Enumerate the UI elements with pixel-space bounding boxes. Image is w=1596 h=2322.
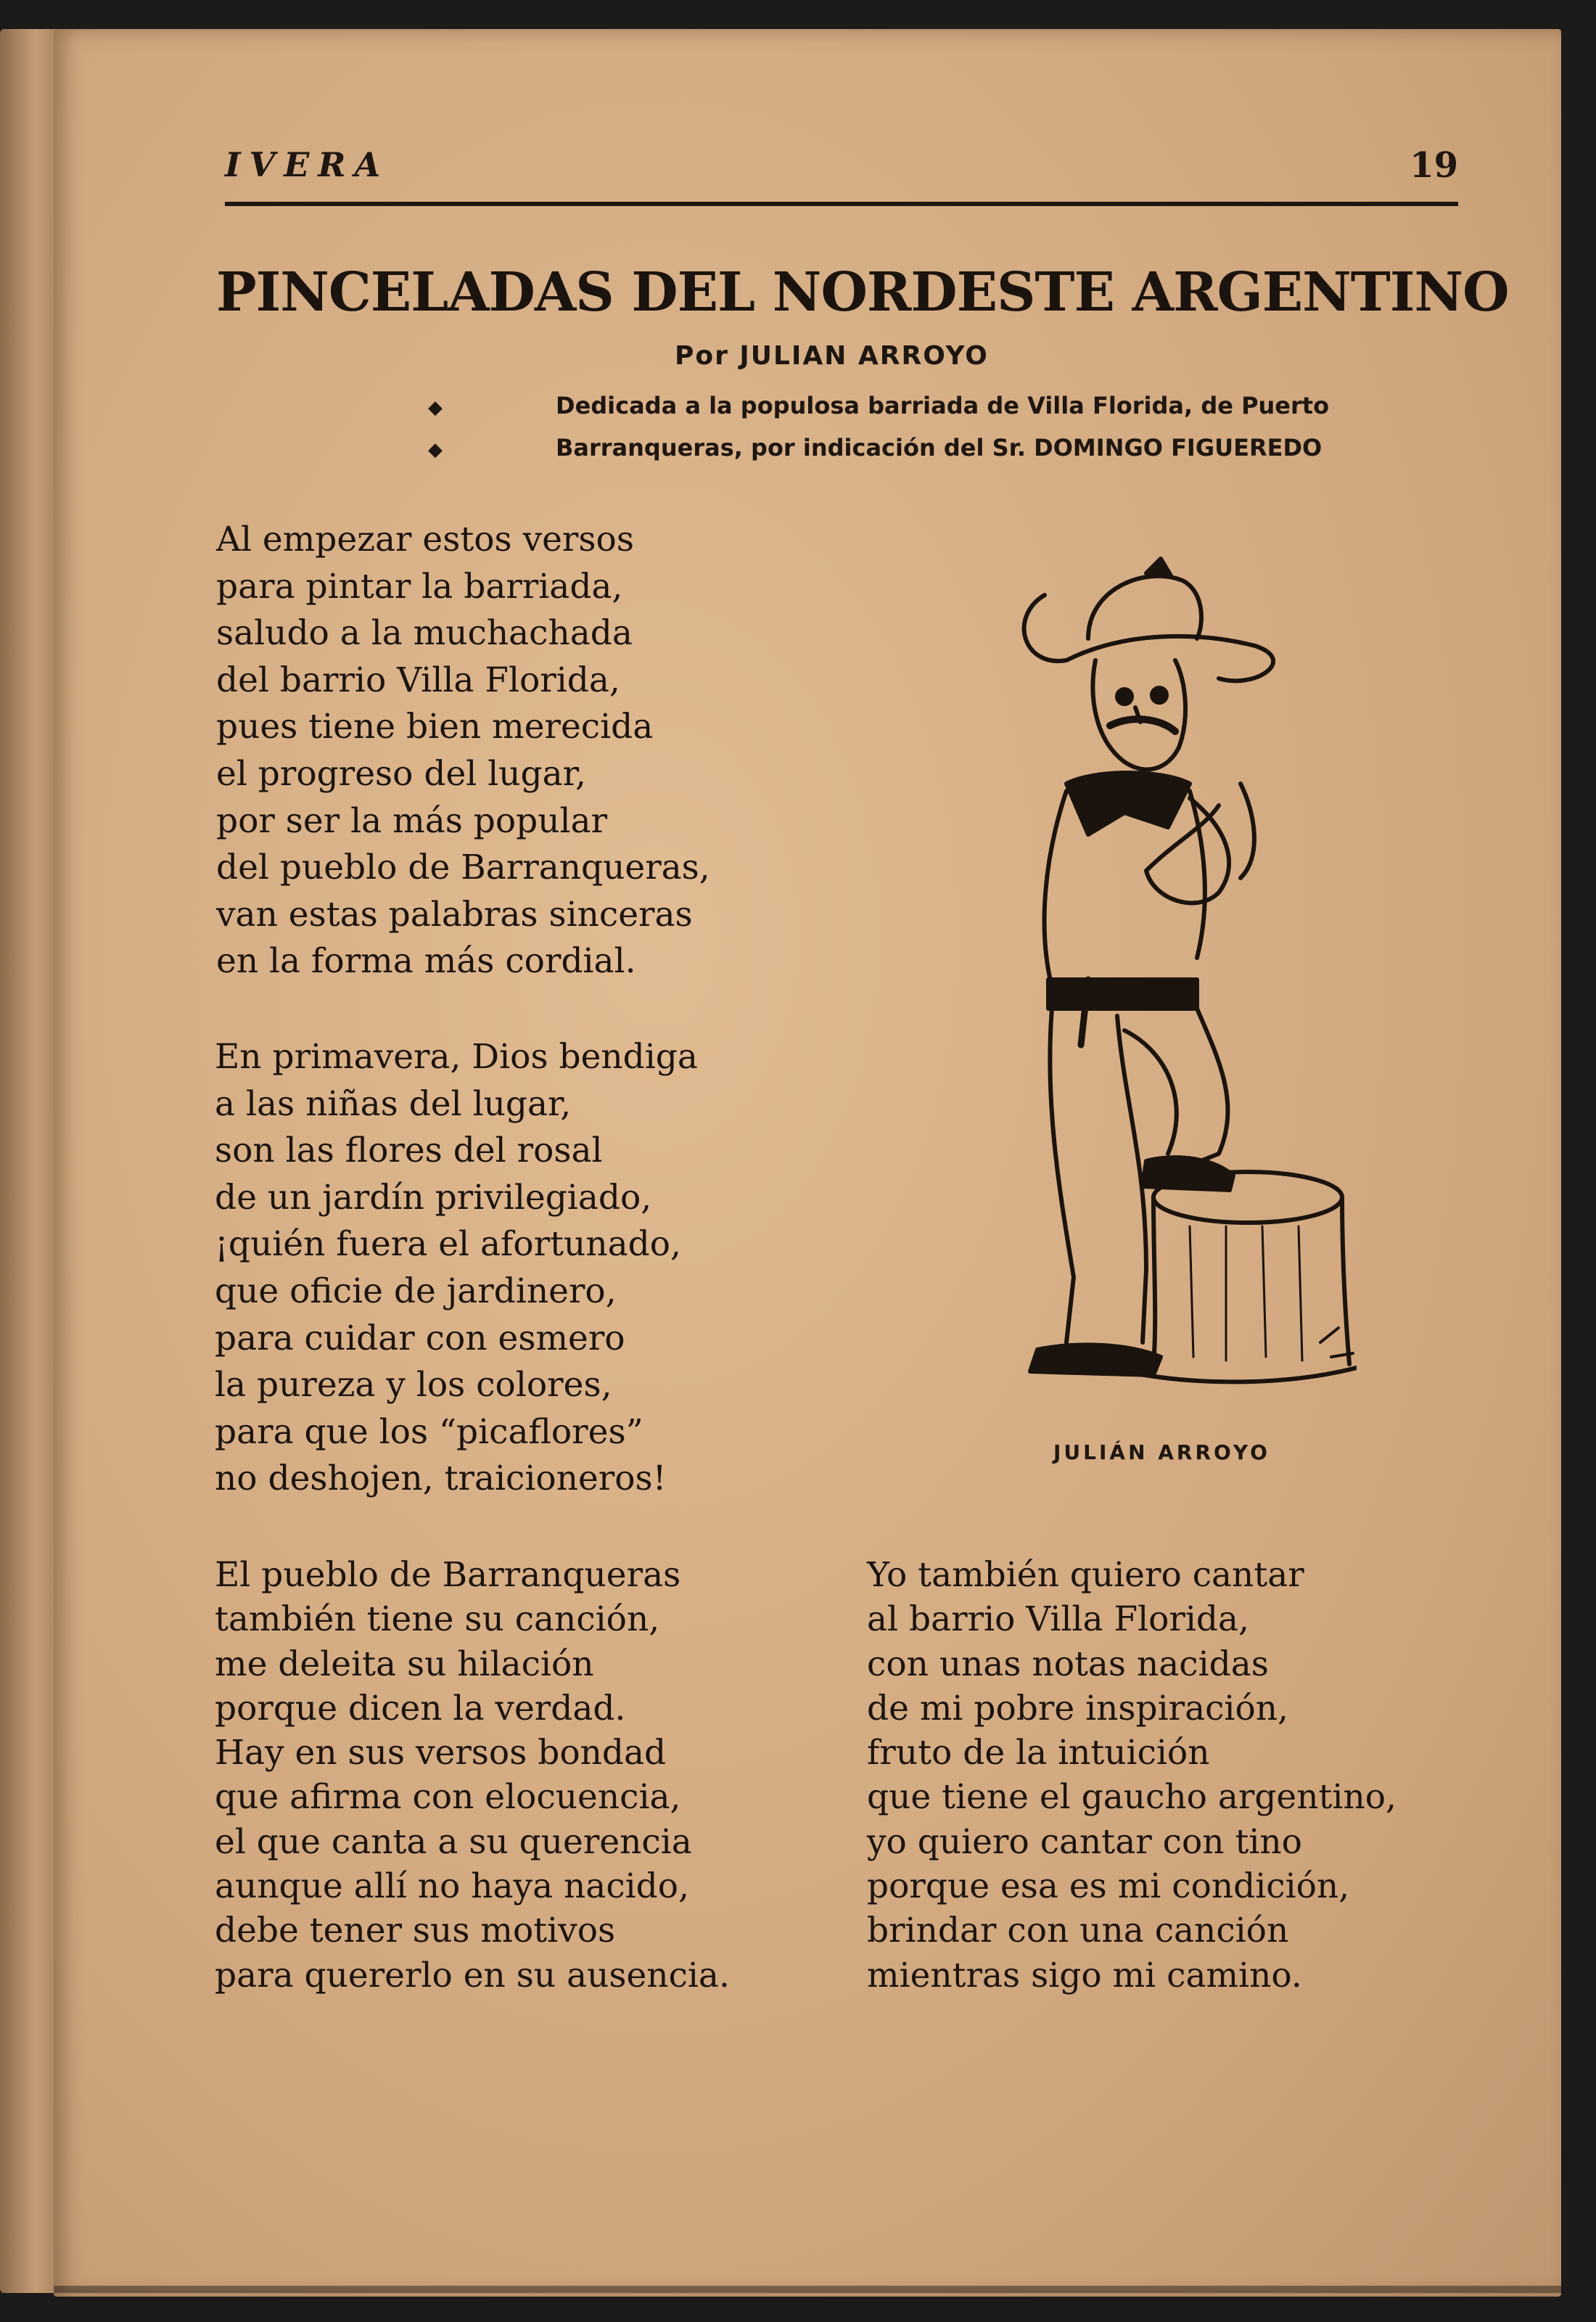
verse-line: van estas palabras sinceras xyxy=(216,894,693,935)
verse-line: mientras sigo mi camino. xyxy=(867,1955,1302,1995)
verse-line: fruto de la intuición xyxy=(867,1733,1210,1773)
verse-line: del barrio Villa Florida, xyxy=(216,660,620,700)
verse-line: yo quiero cantar con tino xyxy=(867,1821,1302,1862)
verse-line: la pureza y los colores, xyxy=(215,1365,612,1406)
verse-line: son las flores del rosal xyxy=(215,1131,603,1171)
verse-line: pues tiene bien merecida xyxy=(216,707,654,747)
verse-line: ¡quién fuera el afortunado, xyxy=(215,1224,681,1265)
page-header xyxy=(225,145,1458,189)
verse-line: para que los “picaflores” xyxy=(215,1411,643,1452)
verse-line: Yo también quiero cantar xyxy=(867,1555,1304,1595)
stanza-1 xyxy=(216,517,710,985)
verse-line: para cuidar con esmero xyxy=(215,1318,625,1358)
verse-line: el que canta a su querencia xyxy=(215,1821,692,1862)
diamond-bullet-icon: ◆ xyxy=(428,397,443,419)
verse-line: para quererlo en su ausencia. xyxy=(215,1955,730,1995)
verse-line: también tiene su canción, xyxy=(215,1599,660,1640)
diamond-bullet-icon: ◆ xyxy=(428,439,443,461)
stanza-4 xyxy=(867,1553,1396,1998)
verse-line: en la forma más cordial. xyxy=(216,941,636,982)
verse-line: brindar con una canción xyxy=(867,1911,1289,1951)
dedication-text: Dedicada a la populosa barriada de Villa Florida, de Puerto xyxy=(556,392,1330,419)
page-bottom-edge xyxy=(54,2286,1561,2293)
verse-line: del pueblo de Barranqueras, xyxy=(216,848,710,888)
dedication-line xyxy=(428,392,1465,419)
verse-line: al barrio Villa Florida, xyxy=(867,1599,1249,1640)
header-rule xyxy=(225,202,1458,206)
verse-line: saludo a la muchachada xyxy=(216,613,633,654)
verse-line: el progreso del lugar, xyxy=(216,753,586,794)
illustration-caption: JULIÁN ARROYO xyxy=(1053,1440,1270,1464)
verse-line: debe tener sus motivos xyxy=(215,1911,616,1951)
verse-line: que tiene el gaucho argentino, xyxy=(867,1777,1396,1818)
verse-line: Al empezar estos versos xyxy=(216,520,634,559)
verse-line: El pueblo de Barranqueras xyxy=(215,1555,681,1595)
dedication-text: Barranqueras, por indicación del Sr. DOMINGO FIGUEREDO xyxy=(556,434,1323,461)
verse-line: de un jardín privilegiado, xyxy=(215,1177,652,1218)
verse-line: a las niñas del lugar, xyxy=(215,1083,572,1124)
verse-line: porque dicen la verdad. xyxy=(215,1688,626,1728)
verse-line: con unas notas nacidas xyxy=(867,1644,1269,1684)
verse-line: En primavera, Dios bendiga xyxy=(215,1037,698,1077)
verse-line: que oficie de jardinero, xyxy=(215,1271,617,1311)
verse-line: no deshojen, traicioneros! xyxy=(215,1459,667,1499)
verse-line: Hay en sus versos bondad xyxy=(215,1733,667,1773)
verse-line: me deleita su hilación xyxy=(215,1644,594,1684)
article-byline: Por JULIAN ARROYO xyxy=(675,341,989,371)
verse-line: por ser la más popular xyxy=(216,800,608,841)
magazine-name: IVERA xyxy=(225,145,390,184)
gaucho-illustration xyxy=(979,551,1357,1422)
verse-line: que afirma con elocuencia, xyxy=(215,1777,681,1818)
dedication-line xyxy=(428,434,1465,461)
article-title: PINCELADAS DEL NORDESTE ARGENTINO xyxy=(216,261,1509,324)
verse-line: porque esa es mi condición, xyxy=(867,1866,1350,1907)
stanza-3 xyxy=(215,1553,730,1998)
verse-line: de mi pobre inspiración, xyxy=(867,1688,1288,1728)
page-number: 19 xyxy=(1410,145,1458,186)
verse-line: para pintar la barriada, xyxy=(216,566,623,607)
stanza-2 xyxy=(215,1034,698,1503)
verse-line: aunque allí no haya nacido, xyxy=(215,1866,690,1907)
